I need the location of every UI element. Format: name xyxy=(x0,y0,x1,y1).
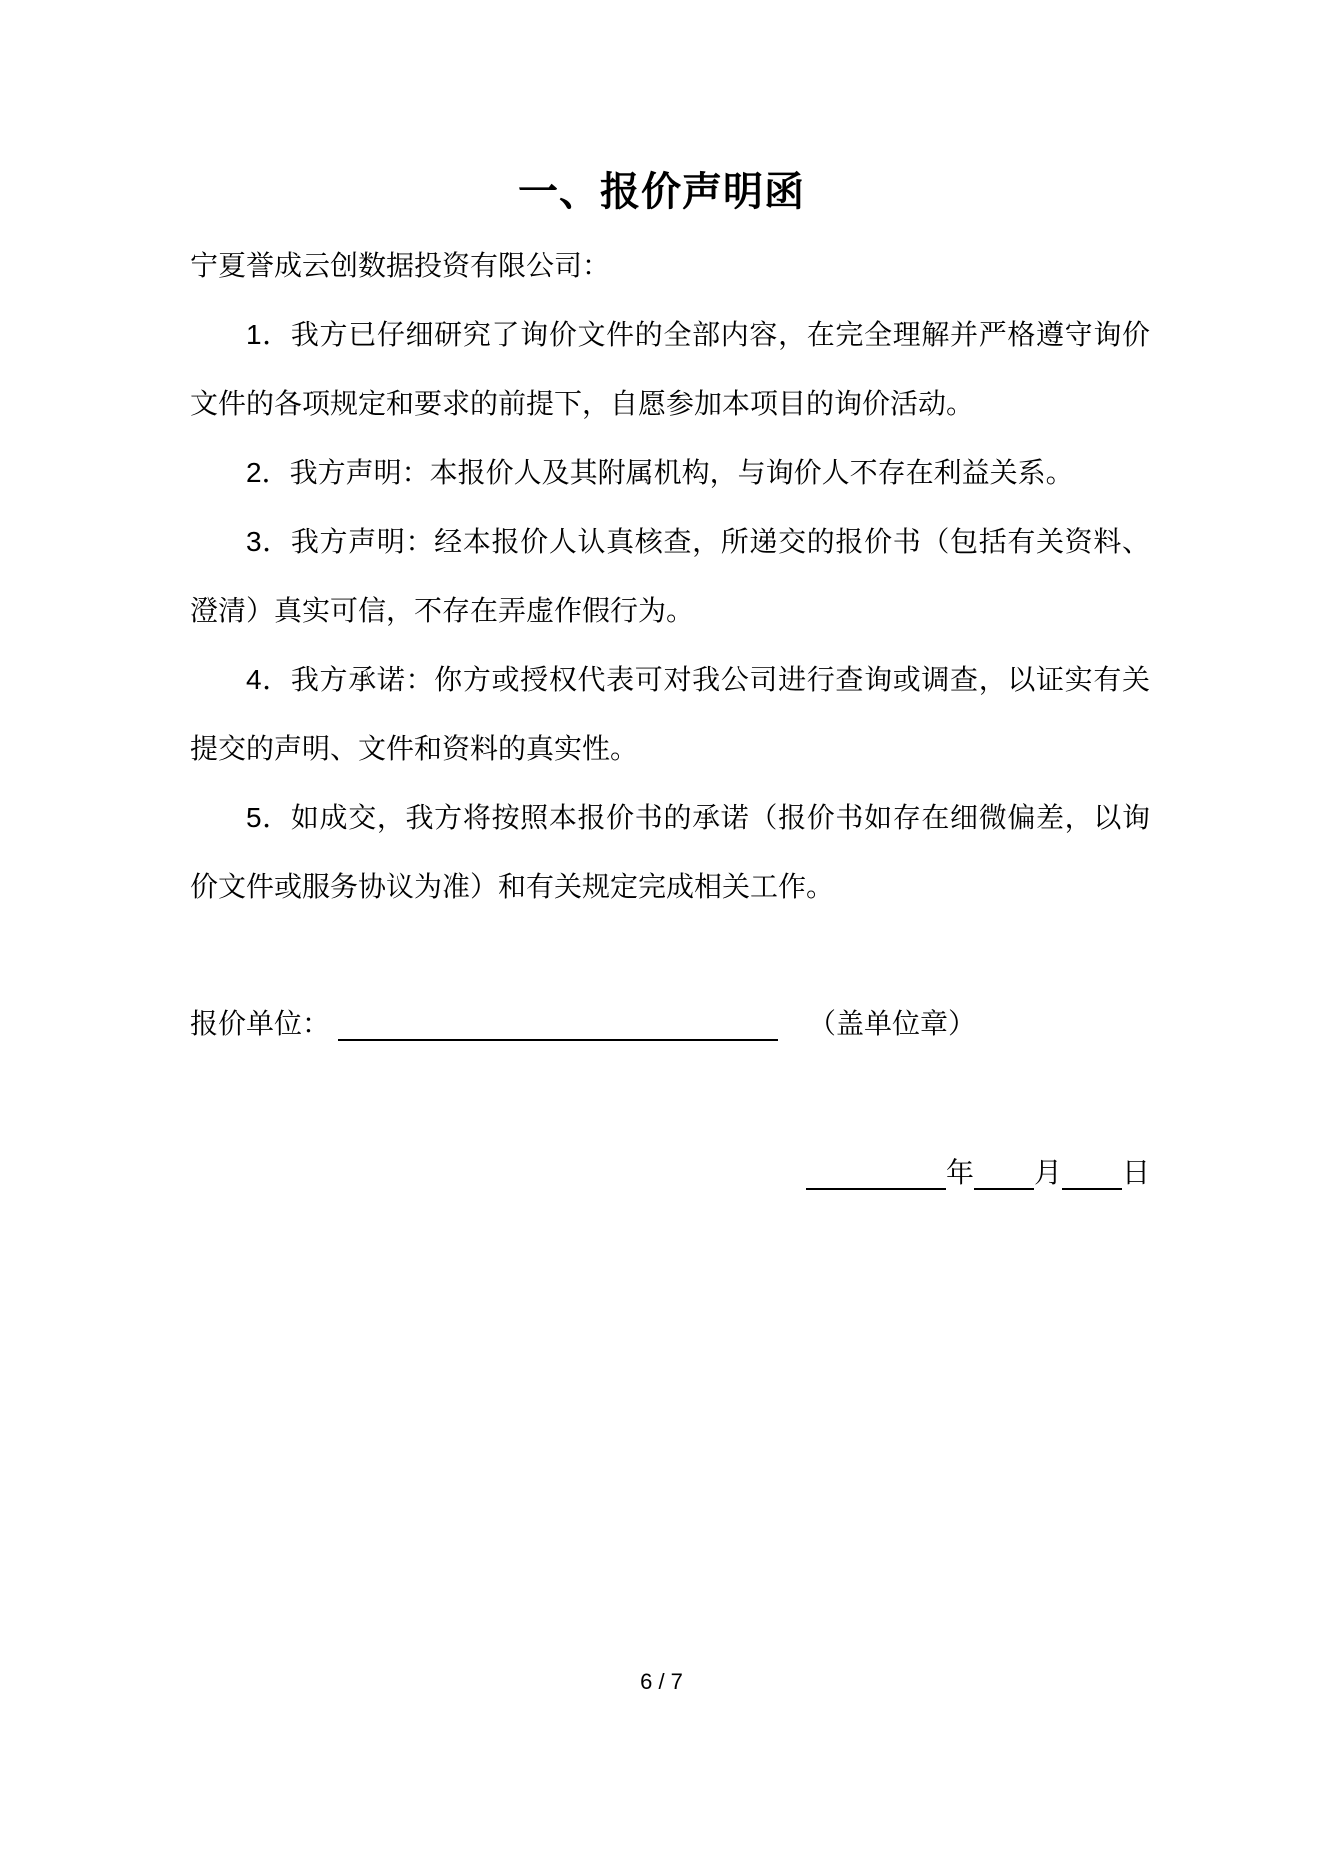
addressee-line: 宁夏誉成云创数据投资有限公司： xyxy=(190,250,611,281)
day-blank-line xyxy=(1062,1160,1122,1190)
paragraph-3: 3．我方声明：经本报价人认真核查，所递交的报价书（包括有关资料、澄清）真实可信，不存在弄虚作假行为。 xyxy=(190,526,1150,626)
year-label: 年 xyxy=(945,1157,974,1188)
quoter-name-blank-line xyxy=(338,1011,778,1041)
seal-note: （盖单位章） xyxy=(808,1008,977,1039)
document-body xyxy=(190,231,1150,921)
paragraph-1: 1．我方已仔细研究了询价文件的全部内容，在完全理解并严格遵守询价文件的各项规定和要求的前提下，自愿参加本项目的询价活动。 xyxy=(190,319,1150,419)
date-row xyxy=(190,1150,1150,1196)
paragraph-2: 2．我方声明：本报价人及其附属机构，与询价人不存在利益关系。 xyxy=(246,457,1074,488)
paragraph-4: 4．我方承诺：你方或授权代表可对我公司进行查询或调查，以证实有关提交的声明、文件和资料的真实性。 xyxy=(190,664,1150,764)
year-blank-line xyxy=(806,1160,946,1190)
quoter-label: 报价单位： xyxy=(190,1008,331,1039)
document-title: 一、报价声明函 xyxy=(518,170,805,214)
paragraph-5: 5．如成交，我方将按照本报价书的承诺（报价书如存在细微偏差，以询价文件或服务协议为准）和有关规定完成相关工作。 xyxy=(190,802,1150,902)
page-number: 6 / 7 xyxy=(640,1669,683,1694)
month-blank-line xyxy=(974,1160,1034,1190)
month-label: 月 xyxy=(1033,1157,1062,1188)
signature-row xyxy=(190,1002,1150,1046)
day-label: 日 xyxy=(1121,1157,1150,1188)
